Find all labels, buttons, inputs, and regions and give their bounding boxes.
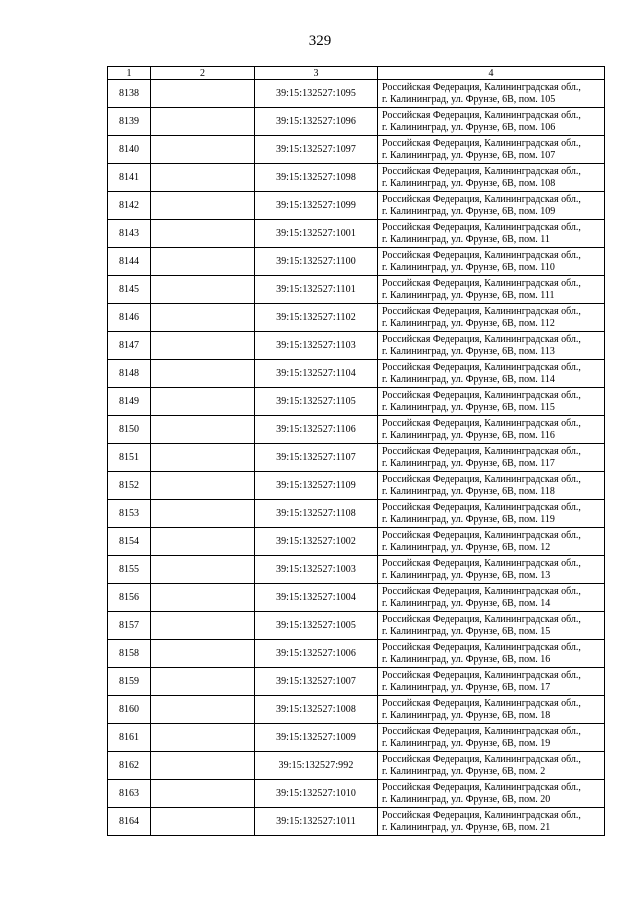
address-line-1: Российская Федерация, Калининградская обл., (382, 333, 581, 345)
row-number: 8156 (108, 584, 151, 612)
table-row (108, 696, 605, 724)
address-line-1: Российская Федерация, Калининградская обл., (382, 137, 581, 149)
table-row (108, 528, 605, 556)
cadastral-number: 39:15:132527:1107 (255, 444, 378, 472)
row-col2 (151, 752, 255, 780)
row-number: 8161 (108, 724, 151, 752)
address-cell (378, 192, 605, 220)
row-number: 8162 (108, 752, 151, 780)
row-number: 8159 (108, 668, 151, 696)
table-row (108, 500, 605, 528)
row-col2 (151, 80, 255, 108)
cadastral-number: 39:15:132527:1004 (255, 584, 378, 612)
address-cell (378, 696, 605, 724)
address-cell (378, 276, 605, 304)
address-line-2: г. Калининград, ул. Фрунзе, 6В, пом. 13 (382, 569, 551, 581)
address-cell (378, 304, 605, 332)
row-col2 (151, 780, 255, 808)
address-cell (378, 164, 605, 192)
address-line-1: Российская Федерация, Калининградская обл., (382, 81, 581, 93)
table-row (108, 668, 605, 696)
address-line-2: г. Калининград, ул. Фрунзе, 6В, пом. 114 (382, 373, 555, 385)
address-line-2: г. Калининград, ул. Фрунзе, 6В, пом. 20 (382, 793, 551, 805)
address-line-2: г. Калининград, ул. Фрунзе, 6В, пом. 12 (382, 541, 551, 553)
table-row (108, 360, 605, 388)
table-row (108, 248, 605, 276)
address-line-2: г. Калининград, ул. Фрунзе, 6В, пом. 17 (382, 681, 551, 693)
address-line-1: Российская Федерация, Калининградская обл., (382, 641, 581, 653)
cadastral-number: 39:15:132527:1105 (255, 388, 378, 416)
cadastral-number: 39:15:132527:1002 (255, 528, 378, 556)
table-row (108, 276, 605, 304)
address-line-2: г. Калининград, ул. Фрунзе, 6В, пом. 118 (382, 485, 555, 497)
address-line-2: г. Калининград, ул. Фрунзе, 6В, пом. 19 (382, 737, 551, 749)
row-number: 8150 (108, 416, 151, 444)
address-line-1: Российская Федерация, Калининградская обл., (382, 585, 581, 597)
address-cell (378, 332, 605, 360)
row-col2 (151, 556, 255, 584)
address-line-2: г. Калининград, ул. Фрунзе, 6В, пом. 106 (382, 121, 556, 133)
row-number: 8157 (108, 612, 151, 640)
address-cell (378, 388, 605, 416)
row-col2 (151, 164, 255, 192)
row-number: 8163 (108, 780, 151, 808)
page-number: 329 (308, 33, 332, 49)
address-line-1: Российская Федерация, Калининградская обл., (382, 473, 581, 485)
address-line-1: Российская Федерация, Калининградская обл., (382, 389, 581, 401)
table-header-row (108, 67, 605, 80)
address-cell (378, 780, 605, 808)
row-col2 (151, 500, 255, 528)
cadastral-number: 39:15:132527:1001 (255, 220, 378, 248)
row-col2 (151, 444, 255, 472)
address-line-2: г. Калининград, ул. Фрунзе, 6В, пом. 112 (382, 317, 555, 329)
address-line-1: Российская Федерация, Калининградская обл., (382, 697, 581, 709)
cadastral-number: 39:15:132527:1010 (255, 780, 378, 808)
address-cell (378, 136, 605, 164)
cadastral-number: 39:15:132527:1103 (255, 332, 378, 360)
address-line-1: Российская Федерация, Калининградская обл., (382, 361, 581, 373)
table-row (108, 332, 605, 360)
table-row (108, 640, 605, 668)
address-cell (378, 220, 605, 248)
table-row (108, 612, 605, 640)
address-line-1: Российская Федерация, Калининградская обл., (382, 165, 581, 177)
address-line-2: г. Калининград, ул. Фрунзе, 6В, пом. 11 (382, 233, 550, 245)
address-line-1: Российская Федерация, Калининградская обл., (382, 669, 581, 681)
row-col2 (151, 276, 255, 304)
table-row (108, 192, 605, 220)
row-number: 8153 (108, 500, 151, 528)
table-row (108, 304, 605, 332)
row-number: 8147 (108, 332, 151, 360)
address-line-2: г. Калининград, ул. Фрунзе, 6В, пом. 115 (382, 401, 555, 413)
address-cell (378, 416, 605, 444)
address-cell (378, 612, 605, 640)
cadastral-number: 39:15:132527:1005 (255, 612, 378, 640)
cadastral-number: 39:15:132527:1095 (255, 80, 378, 108)
address-line-1: Российская Федерация, Калининградская обл., (382, 109, 581, 121)
table-row (108, 444, 605, 472)
row-number: 8141 (108, 164, 151, 192)
table-row (108, 556, 605, 584)
table-row (108, 584, 605, 612)
address-line-1: Российская Федерация, Калининградская обл., (382, 249, 581, 261)
row-number: 8143 (108, 220, 151, 248)
row-col2 (151, 220, 255, 248)
row-col2 (151, 528, 255, 556)
address-line-2: г. Калининград, ул. Фрунзе, 6В, пом. 14 (382, 597, 551, 609)
row-number: 8138 (108, 80, 151, 108)
address-cell (378, 528, 605, 556)
row-number: 8160 (108, 696, 151, 724)
address-line-1: Российская Федерация, Калининградская обл., (382, 781, 581, 793)
address-line-2: г. Калининград, ул. Фрунзе, 6В, пом. 116 (382, 429, 555, 441)
address-line-1: Российская Федерация, Калининградская обл., (382, 725, 581, 737)
address-cell (378, 360, 605, 388)
address-line-2: г. Калининград, ул. Фрунзе, 6В, пом. 16 (382, 653, 551, 665)
address-line-1: Российская Федерация, Калининградская обл., (382, 277, 581, 289)
address-line-1: Российская Федерация, Калининградская обл., (382, 557, 581, 569)
row-number: 8151 (108, 444, 151, 472)
row-number: 8139 (108, 108, 151, 136)
cadastral-number: 39:15:132527:1098 (255, 164, 378, 192)
address-line-1: Российская Федерация, Калининградская обл., (382, 417, 581, 429)
address-cell (378, 108, 605, 136)
column-header: 4 (378, 67, 605, 80)
address-cell (378, 668, 605, 696)
cadastral-number: 39:15:132527:1008 (255, 696, 378, 724)
address-cell (378, 584, 605, 612)
row-col2 (151, 332, 255, 360)
cadastral-number: 39:15:132527:1104 (255, 360, 378, 388)
address-line-1: Российская Федерация, Калининградская обл., (382, 221, 581, 233)
table-row (108, 724, 605, 752)
cadastral-number: 39:15:132527:1003 (255, 556, 378, 584)
address-line-2: г. Калининград, ул. Фрунзе, 6В, пом. 119 (382, 513, 555, 525)
address-line-2: г. Калининград, ул. Фрунзе, 6В, пом. 105 (382, 93, 556, 105)
address-cell (378, 472, 605, 500)
row-col2 (151, 304, 255, 332)
row-number: 8148 (108, 360, 151, 388)
address-line-2: г. Калининград, ул. Фрунзе, 6В, пом. 117 (382, 457, 555, 469)
table-row (108, 164, 605, 192)
cadastral-number: 39:15:132527:1006 (255, 640, 378, 668)
table-row (108, 80, 605, 108)
row-number: 8154 (108, 528, 151, 556)
address-line-2: г. Калининград, ул. Фрунзе, 6В, пом. 107 (382, 149, 556, 161)
address-line-2: г. Калининград, ул. Фрунзе, 6В, пом. 18 (382, 709, 551, 721)
column-header: 2 (151, 67, 255, 80)
address-line-2: г. Калининград, ул. Фрунзе, 6В, пом. 111 (382, 289, 555, 301)
column-header: 3 (255, 67, 378, 80)
table-row (108, 388, 605, 416)
address-line-1: Российская Федерация, Калининградская обл., (382, 305, 581, 317)
cadastral-number: 39:15:132527:1099 (255, 192, 378, 220)
row-col2 (151, 640, 255, 668)
address-line-1: Российская Федерация, Калининградская обл., (382, 193, 581, 205)
cadastral-number: 39:15:132527:1106 (255, 416, 378, 444)
address-cell (378, 556, 605, 584)
row-number: 8146 (108, 304, 151, 332)
row-col2 (151, 696, 255, 724)
row-number: 8155 (108, 556, 151, 584)
cadastral-number: 39:15:132527:1009 (255, 724, 378, 752)
address-line-2: г. Калининград, ул. Фрунзе, 6В, пом. 108 (382, 177, 556, 189)
row-number: 8149 (108, 388, 151, 416)
cadastral-number: 39:15:132527:1096 (255, 108, 378, 136)
address-cell (378, 444, 605, 472)
address-line-1: Российская Федерация, Калининградская обл., (382, 501, 581, 513)
row-number: 8152 (108, 472, 151, 500)
cadastral-number: 39:15:132527:1100 (255, 248, 378, 276)
row-number: 8145 (108, 276, 151, 304)
address-cell (378, 808, 605, 836)
address-cell (378, 80, 605, 108)
cadastral-number: 39:15:132527:1101 (255, 276, 378, 304)
address-line-2: г. Калининград, ул. Фрунзе, 6В, пом. 113 (382, 345, 555, 357)
address-line-1: Российская Федерация, Калининградская обл., (382, 445, 581, 457)
row-col2 (151, 248, 255, 276)
address-cell (378, 640, 605, 668)
row-number: 8158 (108, 640, 151, 668)
row-col2 (151, 360, 255, 388)
address-line-1: Российская Федерация, Калининградская обл., (382, 809, 581, 821)
address-line-2: г. Калининград, ул. Фрунзе, 6В, пом. 110 (382, 261, 555, 273)
row-col2 (151, 192, 255, 220)
cadastral-number: 39:15:132527:1109 (255, 472, 378, 500)
registry-table (107, 66, 605, 836)
address-cell (378, 500, 605, 528)
table-body (108, 80, 605, 836)
row-col2 (151, 136, 255, 164)
row-col2 (151, 108, 255, 136)
table-row (108, 808, 605, 836)
table-row (108, 108, 605, 136)
row-col2 (151, 668, 255, 696)
table-row (108, 752, 605, 780)
address-line-2: г. Калининград, ул. Фрунзе, 6В, пом. 15 (382, 625, 551, 637)
address-cell (378, 724, 605, 752)
address-cell (378, 248, 605, 276)
cadastral-number: 39:15:132527:1097 (255, 136, 378, 164)
address-line-2: г. Калининград, ул. Фрунзе, 6В, пом. 2 (382, 765, 546, 777)
address-line-1: Российская Федерация, Калининградская обл., (382, 613, 581, 625)
cadastral-number: 39:15:132527:1108 (255, 500, 378, 528)
row-number: 8142 (108, 192, 151, 220)
row-col2 (151, 612, 255, 640)
row-number: 8140 (108, 136, 151, 164)
row-col2 (151, 388, 255, 416)
row-number: 8164 (108, 808, 151, 836)
cadastral-number: 39:15:132527:1102 (255, 304, 378, 332)
address-line-1: Российская Федерация, Калининградская обл., (382, 753, 581, 765)
table-row (108, 220, 605, 248)
table-row (108, 136, 605, 164)
address-line-1: Российская Федерация, Калининградская обл., (382, 529, 581, 541)
cadastral-number: 39:15:132527:1011 (255, 808, 378, 836)
row-col2 (151, 808, 255, 836)
table-row (108, 472, 605, 500)
column-header: 1 (108, 67, 151, 80)
cadastral-number: 39:15:132527:992 (255, 752, 378, 780)
cadastral-number: 39:15:132527:1007 (255, 668, 378, 696)
address-cell (378, 752, 605, 780)
table-row (108, 780, 605, 808)
row-col2 (151, 472, 255, 500)
row-number: 8144 (108, 248, 151, 276)
row-col2 (151, 724, 255, 752)
address-line-2: г. Калининград, ул. Фрунзе, 6В, пом. 109 (382, 205, 556, 217)
row-col2 (151, 584, 255, 612)
row-col2 (151, 416, 255, 444)
table-row (108, 416, 605, 444)
address-line-2: г. Калининград, ул. Фрунзе, 6В, пом. 21 (382, 821, 551, 833)
